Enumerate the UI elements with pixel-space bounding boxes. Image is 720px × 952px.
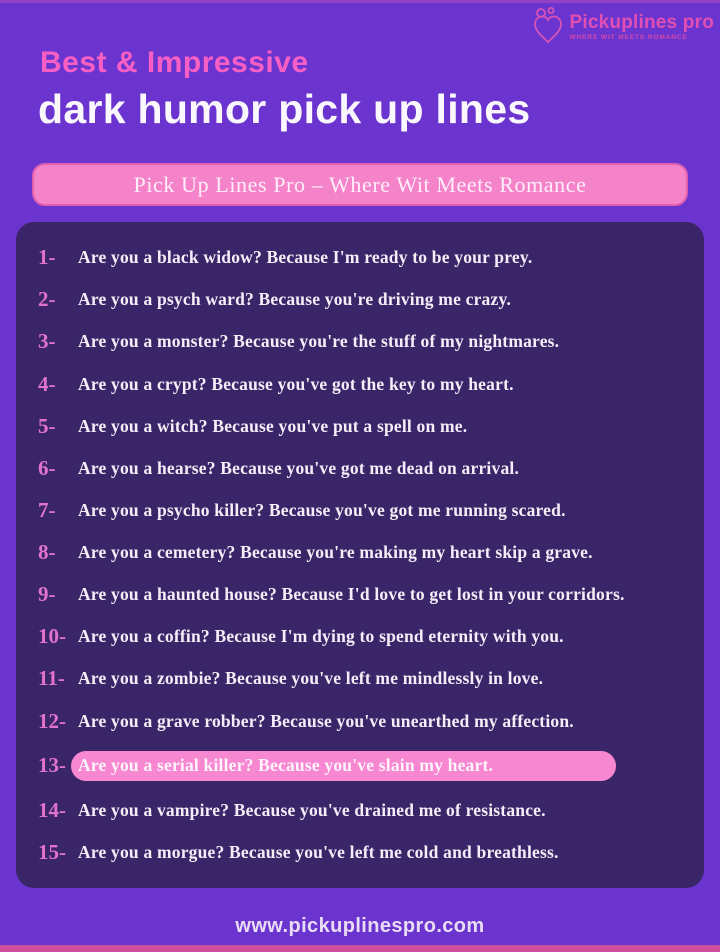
brand-name: Pickuplines pro [569, 11, 714, 33]
item-text: Are you a psych ward? Because you're driving me crazy. [78, 289, 512, 310]
list-item [16, 456, 704, 481]
item-number: 14- [38, 797, 66, 822]
item-text: Are you a crypt? Because you've got the key to my heart. [78, 373, 514, 394]
list-item [16, 582, 704, 607]
item-number: 11- [38, 666, 65, 691]
tagline-banner [32, 163, 688, 206]
list-item [16, 840, 704, 865]
item-number: 1- [38, 245, 56, 270]
list-item [16, 540, 704, 565]
item-number: 13- [38, 753, 66, 778]
footer-url: www.pickuplinespro.com [235, 915, 485, 937]
heart-doodle-icon [528, 6, 568, 48]
item-number: 2- [38, 287, 56, 312]
list-item [16, 666, 704, 691]
item-text: Are you a witch? Because you've put a spell on me. [78, 415, 468, 436]
page-title: dark humor pick up lines [38, 86, 531, 132]
item-number: 15- [38, 839, 66, 864]
list-item [16, 372, 704, 397]
brand-logo [528, 6, 714, 48]
item-number: 5- [38, 413, 56, 438]
tagline-banner-text: Pick Up Lines Pro – Where Wit Meets Romance [133, 171, 587, 197]
list-item [16, 287, 704, 312]
list-item [16, 751, 704, 781]
item-number: 9- [38, 582, 56, 607]
item-text: Are you a morgue? Because you've left me cold and breathless. [78, 841, 559, 862]
item-number: 10- [38, 624, 66, 649]
kicker-text: Best & Impressive [40, 46, 309, 79]
item-text: Are you a psycho killer? Because you've got me running scared. [78, 499, 566, 520]
list-item [16, 624, 704, 649]
item-text: Are you a zombie? Because you've left me mindlessly in love. [78, 668, 544, 689]
item-number: 4- [38, 371, 56, 396]
item-text: Are you a hearse? Because you've got me dead on arrival. [78, 457, 520, 478]
item-text: Are you a monster? Because you're the stuff of my nightmares. [78, 331, 560, 352]
item-number: 8- [38, 540, 56, 564]
top-accent-strip [0, 0, 720, 3]
item-number: 12- [38, 708, 66, 733]
bottom-accent-strip [0, 945, 720, 952]
item-text: Are you a vampire? Because you've drained me of resistance. [78, 799, 546, 820]
item-text: Are you a grave robber? Because you've unearthed my affection. [78, 710, 574, 731]
list-item [16, 329, 704, 354]
item-text-highlighted: Are you a serial killer? Because you've slain my heart. [71, 751, 616, 781]
item-text: Are you a cemetery? Because you're making my heart skip a grave. [78, 542, 593, 562]
list-item [16, 414, 704, 439]
item-number: 6- [38, 455, 56, 480]
list-item [16, 245, 704, 270]
list-item [16, 498, 704, 523]
item-text: Are you a coffin? Because I'm dying to spend eternity with you. [78, 626, 564, 647]
pickup-lines-list [16, 222, 704, 888]
item-text: Are you a black widow? Because I'm ready to be your prey. [78, 247, 533, 268]
list-item [16, 798, 704, 823]
brand-logo-text [570, 13, 714, 42]
item-text: Are you a haunted house? Because I'd love to get lost in your corridors. [78, 584, 625, 605]
brand-tagline: WHERE WIT MEETS ROMANCE [569, 33, 688, 41]
item-number: 7- [38, 497, 56, 522]
item-number: 3- [38, 329, 56, 354]
list-item [16, 709, 704, 734]
